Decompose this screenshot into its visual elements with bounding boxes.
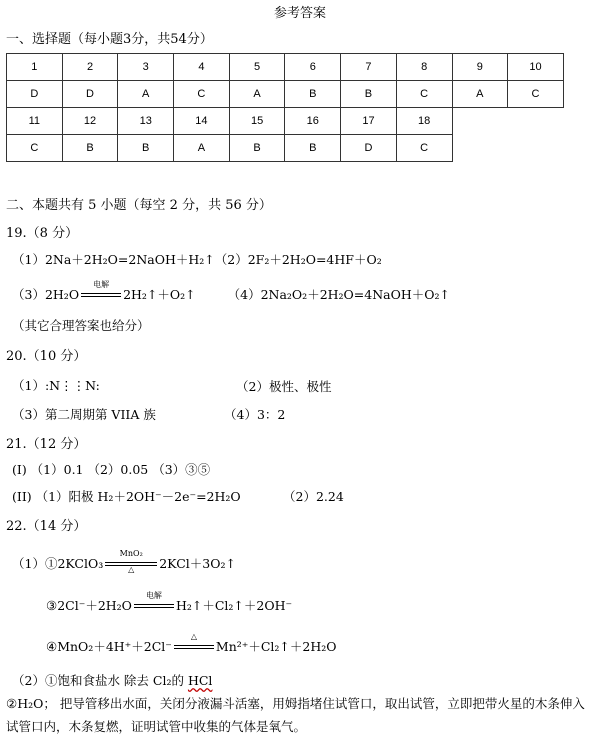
question-number-cell: 3: [118, 54, 174, 81]
answer-cell: C: [396, 81, 452, 108]
q21-part-i: (I) （1）0.1 （2）0.05 （3）③⑤: [12, 462, 211, 477]
electrolysis-condition-2: 电解: [134, 598, 174, 612]
q20-title: 20.（10 分）: [6, 349, 87, 364]
question-number-cell: 6: [285, 54, 341, 81]
q22-answer-2: [12, 671, 212, 689]
q20-a1-label: （1）: [12, 378, 45, 393]
q22-a2-text: （2）①饱和食盐水 除去 Cl₂的: [12, 673, 188, 688]
question-number-cell: 9: [452, 54, 508, 81]
page-title: 参考答案: [273, 6, 326, 21]
q22-eq1-left: （1）①2KClO₃: [12, 556, 104, 571]
q22-title: 22.（14 分）: [6, 519, 87, 534]
section1-heading: 一、选择题（每小题3分，共54分）: [6, 32, 213, 47]
q21-part-ii-1: (II) （1）阳极 H₂＋2OH⁻－2e⁻=2H₂O: [12, 489, 241, 504]
q21-part-ii-2: （2）2.24: [283, 489, 344, 504]
section2-heading: 二、本题共有 5 小题（每空 2 分，共 56 分）: [6, 198, 272, 213]
question-number-cell: 5: [229, 54, 285, 81]
answer-cell: C: [7, 135, 63, 162]
q22-eq1-right: 2KCl＋3O₂↑: [159, 556, 236, 571]
answer-cell: D: [7, 81, 63, 108]
answer-cell: A: [174, 135, 230, 162]
q20-answer-1: [12, 376, 100, 394]
heat-condition: △: [174, 639, 214, 653]
q20-answer-3: （3）第二周期第 VIIA 族: [12, 407, 156, 422]
question-number-cell: 1: [7, 54, 63, 81]
answer-cell: B: [285, 81, 341, 108]
q19-a4: （4）2Na₂O₂＋2H₂O=4NaOH＋O₂↑: [227, 287, 451, 302]
answer-cell: A: [118, 81, 174, 108]
question-number-cell: 17: [341, 108, 397, 135]
answer-table: [6, 53, 564, 162]
answer-cell: A: [229, 81, 285, 108]
question-number-cell: 10: [508, 54, 564, 81]
q22-eq3-left: ③2Cl⁻＋2H₂O: [46, 598, 132, 613]
answer-cell: B: [285, 135, 341, 162]
question-number-cell: 8: [396, 54, 452, 81]
answer-row: [7, 81, 564, 108]
q20-answer-2: （2）极性、极性: [236, 379, 332, 394]
answer-cell: B: [118, 135, 174, 162]
q19-answer-1-2: （1）2Na＋2H₂O=2NaOH＋H₂↑（2）2F₂＋2H₂O=4HF＋O₂: [12, 252, 382, 267]
answer-cell: B: [341, 81, 397, 108]
q19-a3-right: 2H₂↑＋O₂↑: [123, 287, 196, 302]
q21-title: 21.（12 分）: [6, 437, 87, 452]
q22-eq-4: [46, 632, 337, 655]
mno2-heat-condition: MnO₂ △: [105, 556, 157, 570]
q22-eq4-right: Mn²⁺＋Cl₂↑＋2H₂O: [215, 639, 337, 654]
answer-cell: D: [341, 135, 397, 162]
q19-title: 19.（8 分）: [6, 226, 79, 241]
answer-cell: C: [508, 81, 564, 108]
question-number-cell: 12: [62, 108, 118, 135]
question-number-cell: 11: [7, 108, 63, 135]
question-number-cell: 4: [174, 54, 230, 81]
question-number-row: [7, 108, 564, 135]
question-number-cell: 13: [118, 108, 174, 135]
q22-eq4-left: ④MnO₂＋4H⁺＋2Cl⁻: [46, 639, 172, 654]
q19-a3-left: （3）2H₂O: [12, 287, 80, 302]
question-number-cell: 2: [62, 54, 118, 81]
q22-answer-para: ②H₂O； 把导管移出水面，关闭分液漏斗活塞，用姆指堵住试管口，取出试管，立即把带火星的木条伸入试管口内，木条复燃，证明试管中收集的气体是氧气。: [6, 696, 585, 734]
answer-cell: D: [62, 81, 118, 108]
question-number-cell: 18: [396, 108, 452, 135]
answer-row: [7, 135, 564, 162]
answer-cell: A: [452, 81, 508, 108]
question-number-cell: 7: [341, 54, 397, 81]
question-number-row: [7, 54, 564, 81]
electrolysis-condition: 电解: [81, 287, 121, 301]
q20-answer-4: （4）3：2: [224, 407, 286, 422]
hcl-term: HCl: [187, 673, 213, 688]
q19-answer-3-4: [12, 280, 451, 303]
q22-eq-3: [46, 591, 293, 614]
answer-cell: B: [229, 135, 285, 162]
question-number-cell: 15: [229, 108, 285, 135]
q22-eq3-right: H₂↑＋Cl₂↑＋2OH⁻: [175, 598, 293, 613]
n2-electron-formula: :N⋮⋮N:: [44, 378, 100, 393]
question-number-cell: 16: [285, 108, 341, 135]
answer-cell: C: [174, 81, 230, 108]
q19-note: （其它合理答案也给分）: [12, 318, 150, 333]
answer-cell: C: [396, 135, 452, 162]
question-number-cell: 14: [174, 108, 230, 135]
answer-cell: B: [62, 135, 118, 162]
q22-eq-1: [12, 549, 236, 574]
